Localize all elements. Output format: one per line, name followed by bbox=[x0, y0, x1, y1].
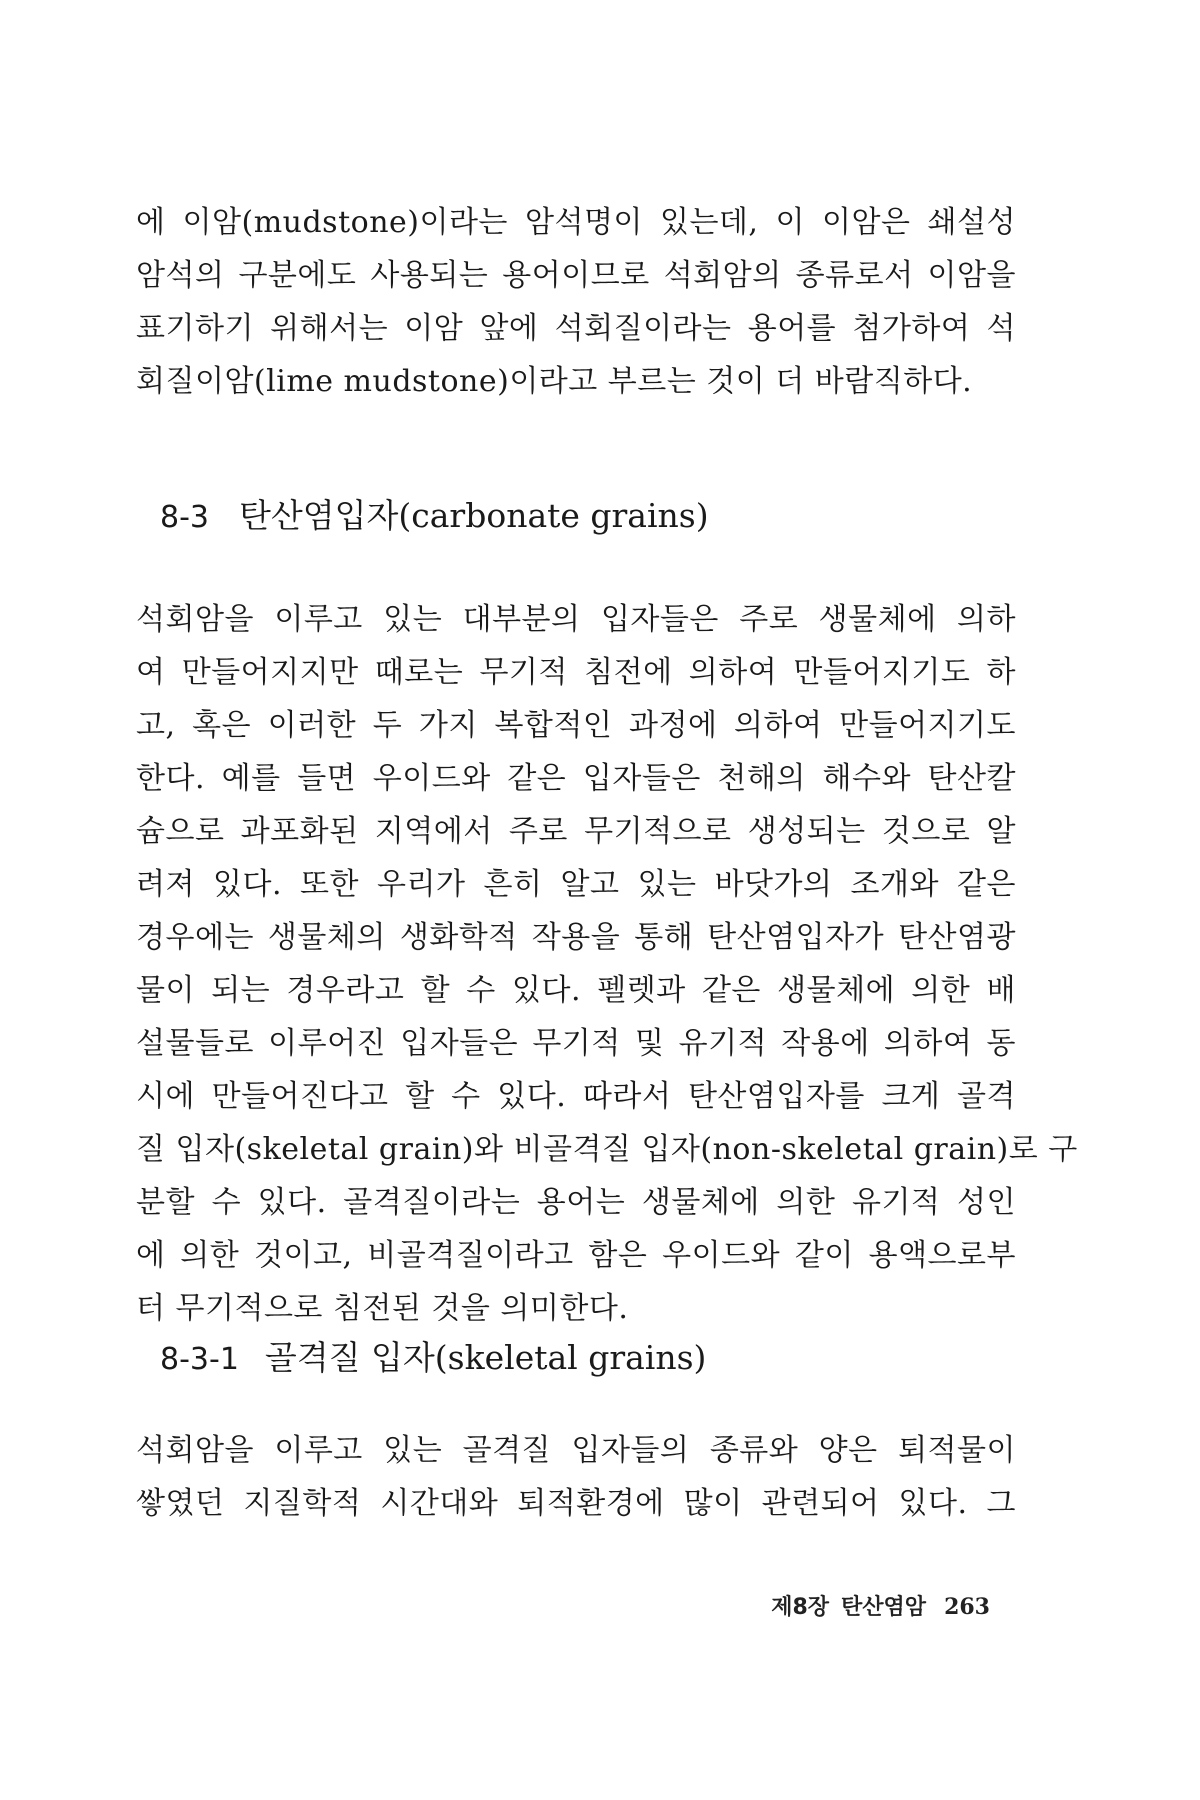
paragraph-line: 고, 혹은 이러한 두 가지 복합적인 과정에 의하여 만들어지기도 bbox=[136, 708, 1016, 743]
paragraph-line: 석회암을 이루고 있는 대부분의 입자들은 주로 생물체에 의하 bbox=[136, 602, 1016, 637]
footer-chapter-title: 탄산염암 bbox=[841, 1595, 927, 1620]
page-number: 263 bbox=[944, 1594, 990, 1620]
paragraph-intro bbox=[136, 196, 1016, 408]
paragraph-line: 에 이암(mudstone)이라는 암석명이 있는데, 이 이암은 쇄설성 bbox=[136, 205, 1016, 240]
paragraph-line: 슘으로 과포화된 지역에서 주로 무기적으로 생성되는 것으로 알 bbox=[136, 814, 1016, 849]
section-heading-8-3-1 bbox=[160, 1336, 706, 1382]
running-footer bbox=[759, 1592, 990, 1623]
paragraph-line: 회질이암(lime mudstone)이라고 부르는 것이 더 바람직하다. bbox=[136, 364, 973, 399]
paragraph-line: 질 입자(skeletal grain)와 비골격질 입자(non-skeletal grain)로 구 bbox=[136, 1132, 1078, 1167]
paragraph-line: 한다. 예를 들면 우이드와 같은 입자들은 천해의 해수와 탄산칼 bbox=[136, 761, 1016, 796]
paragraph-line: 석회암을 이루고 있는 골격질 입자들의 종류와 양은 퇴적물이 bbox=[136, 1433, 1016, 1468]
paragraph-line: 여 만들어지지만 때로는 무기적 침전에 의하여 만들어지기도 하 bbox=[136, 655, 1016, 690]
paragraph-line: 시에 만들어진다고 할 수 있다. 따라서 탄산염입자를 크게 골격 bbox=[136, 1079, 1016, 1114]
paragraph-line: 물이 되는 경우라고 할 수 있다. 펠렛과 같은 생물체에 의한 배 bbox=[136, 973, 1016, 1008]
section-heading-8-3 bbox=[160, 494, 709, 540]
paragraph-line: 에 의한 것이고, 비골격질이라고 함은 우이드와 같이 용액으로부 bbox=[136, 1238, 1016, 1273]
paragraph-line: 표기하기 위해서는 이암 앞에 석회질이라는 용어를 첨가하여 석 bbox=[136, 311, 1016, 346]
section-title: 골격질 입자(skeletal grains) bbox=[264, 1338, 707, 1377]
paragraph-carbonate-grains bbox=[136, 593, 1078, 1335]
paragraph-line: 쌓였던 지질학적 시간대와 퇴적환경에 많이 관련되어 있다. 그 bbox=[136, 1486, 1016, 1521]
paragraph-line: 암석의 구분에도 사용되는 용어이므로 석회암의 종류로서 이암을 bbox=[136, 258, 1016, 293]
paragraph-line: 터 무기적으로 침전된 것을 의미한다. bbox=[136, 1291, 629, 1326]
section-number: 8-3 bbox=[160, 500, 209, 535]
paragraph-line: 려져 있다. 또한 우리가 흔히 알고 있는 바닷가의 조개와 같은 bbox=[136, 867, 1016, 902]
paragraph-skeletal-grains bbox=[136, 1424, 1016, 1530]
paragraph-line: 설물들로 이루어진 입자들은 무기적 및 유기적 작용에 의하여 동 bbox=[136, 1026, 1016, 1061]
section-title: 탄산염입자(carbonate grains) bbox=[239, 496, 709, 535]
footer-chapter: 제8장 bbox=[771, 1595, 830, 1620]
section-number: 8-3-1 bbox=[160, 1342, 239, 1377]
paragraph-line: 분할 수 있다. 골격질이라는 용어는 생물체에 의한 유기적 성인 bbox=[136, 1185, 1016, 1220]
paragraph-line: 경우에는 생물체의 생화학적 작용을 통해 탄산염입자가 탄산염광 bbox=[136, 920, 1016, 955]
